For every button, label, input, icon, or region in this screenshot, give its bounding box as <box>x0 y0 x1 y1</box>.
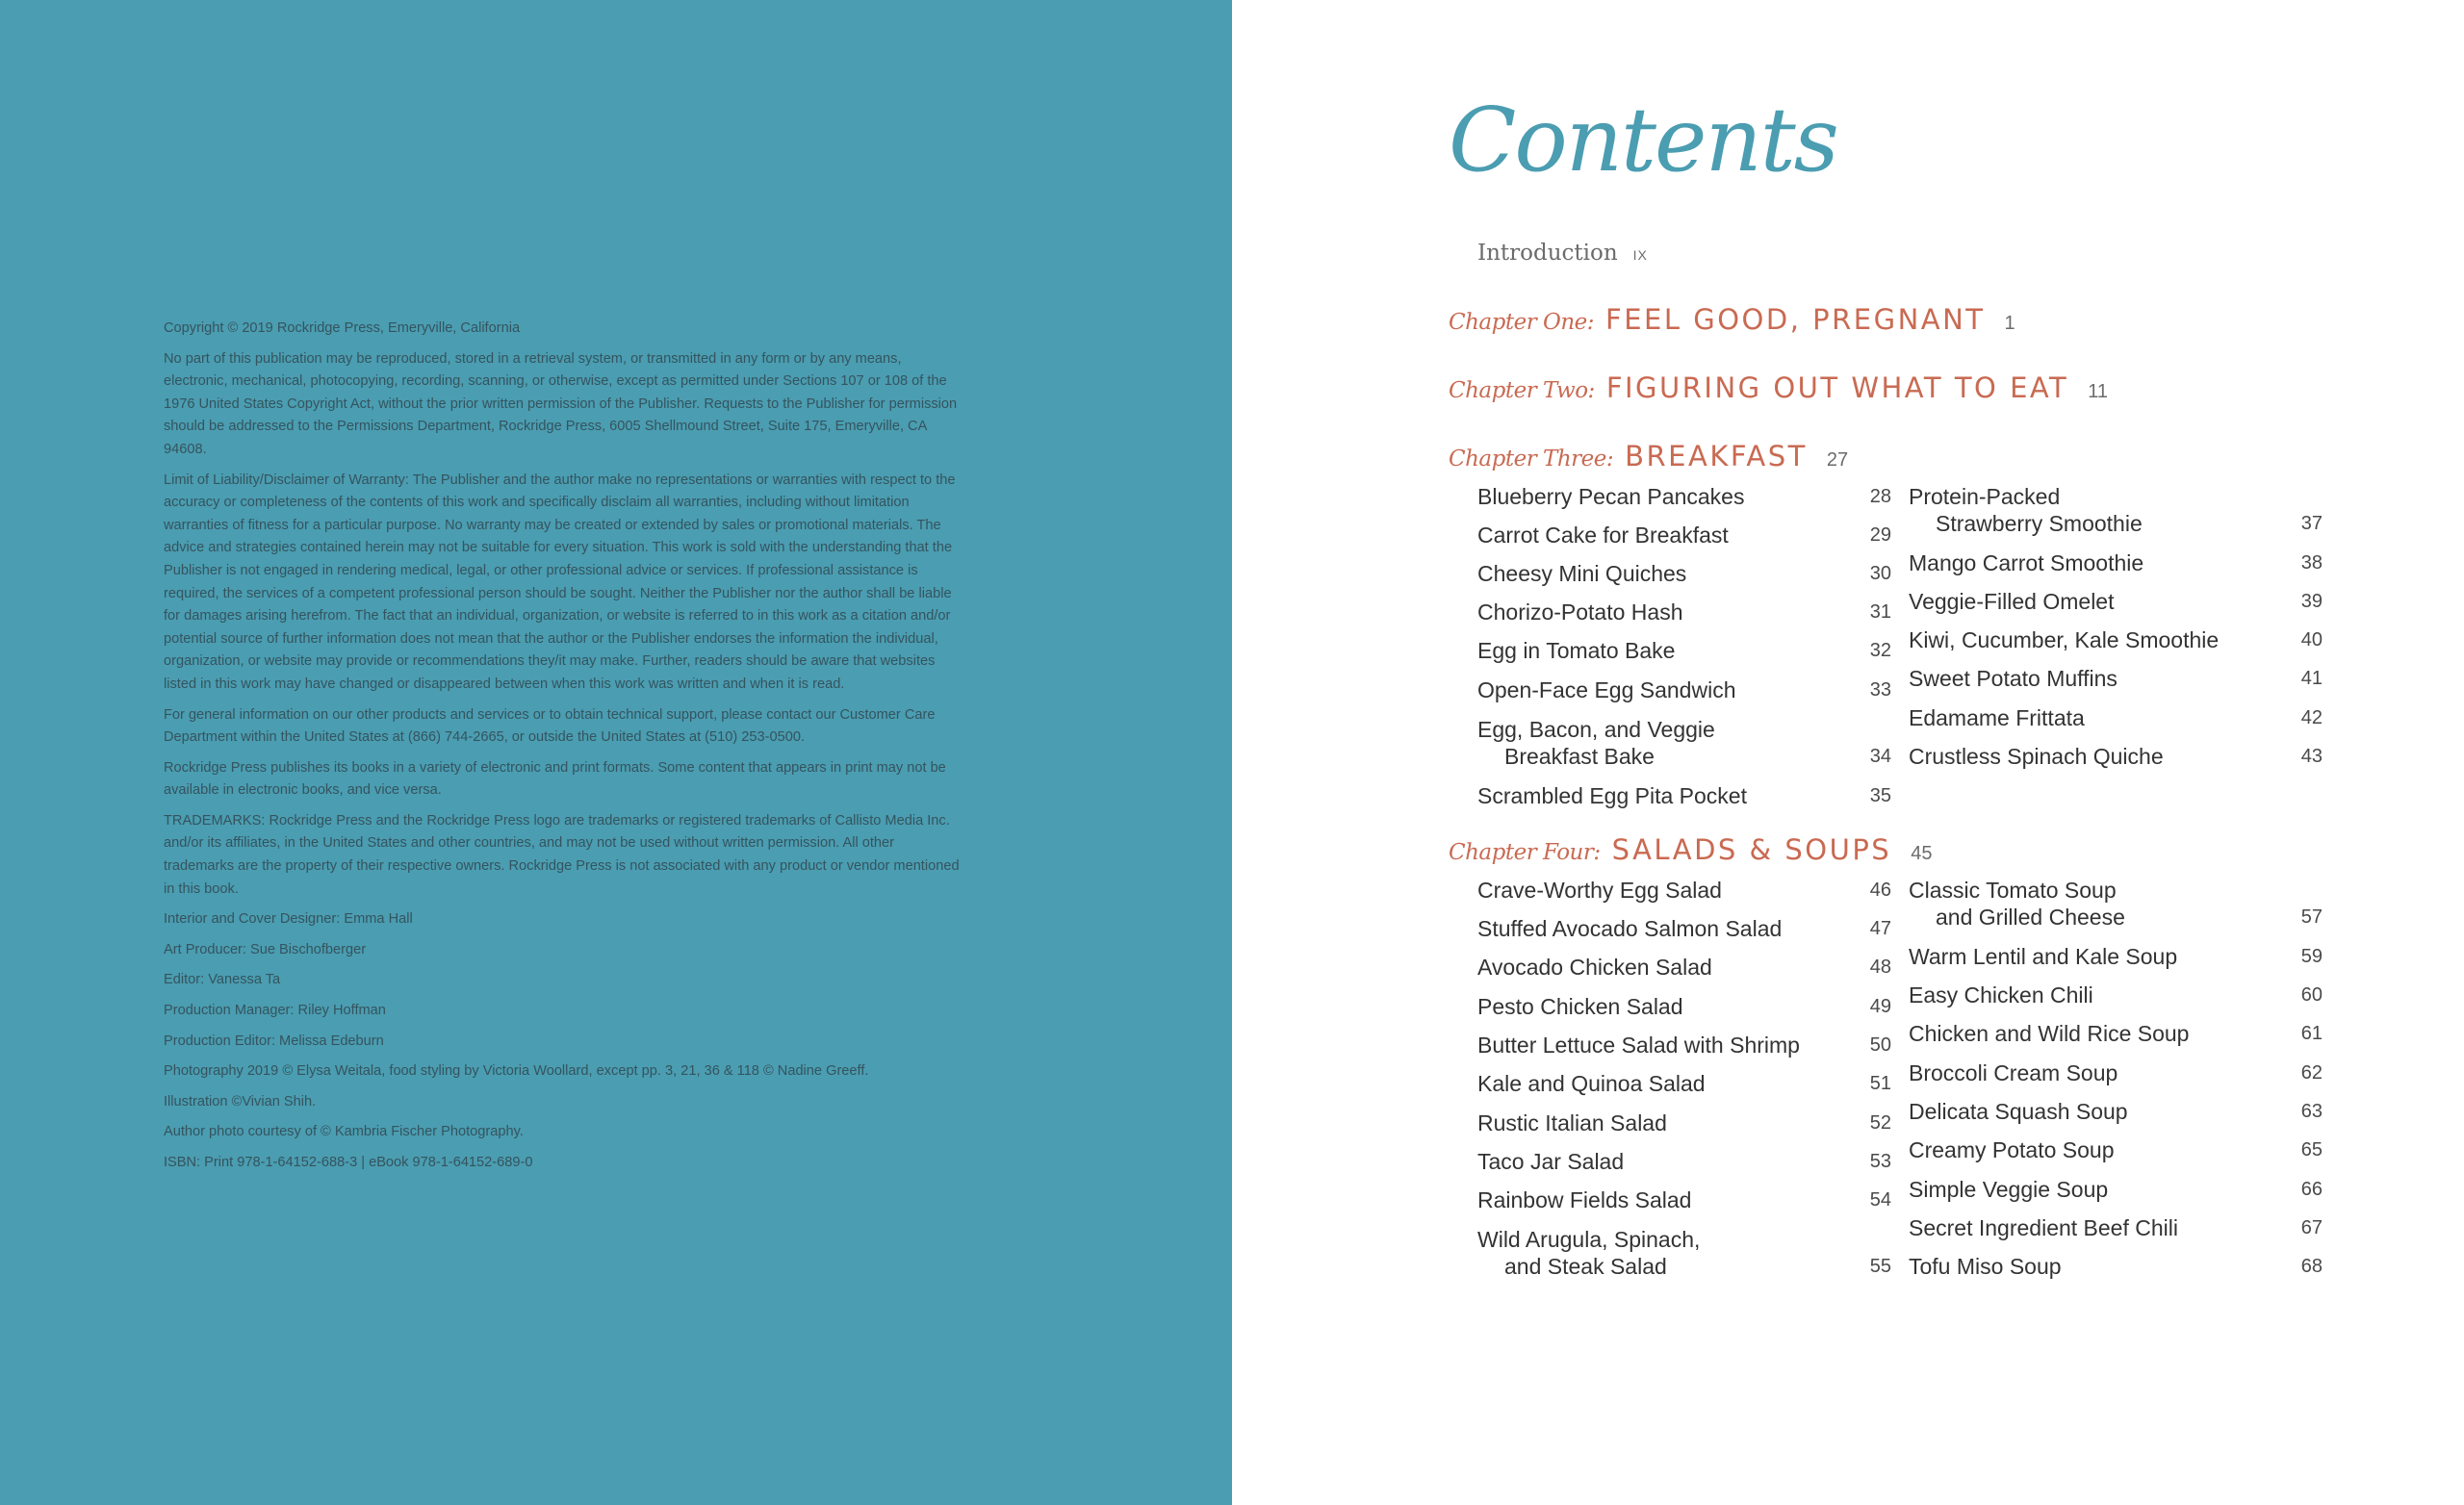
entry-page: 67 <box>2300 1217 2323 1238</box>
toc-entry[interactable] <box>1909 549 2323 576</box>
toc-entry[interactable] <box>1477 599 1891 625</box>
chapter-page: 45 <box>1911 843 1933 864</box>
toc-entry[interactable] <box>1909 1136 2323 1163</box>
entry-name: Wild Arugula, Spinach, <box>1477 1227 1701 1252</box>
entry-page: 65 <box>2300 1139 2323 1161</box>
entry-name: Protein-Packed <box>1909 484 2061 509</box>
toc-entry[interactable] <box>1477 993 1891 1020</box>
entry-name: Open-Face Egg Sandwich <box>1477 677 1736 702</box>
chapter-page: 11 <box>2088 381 2108 402</box>
entry-name: Warm Lentil and Kale Soup <box>1909 944 2178 969</box>
entry-page: 42 <box>2300 707 2323 728</box>
entry-page: 35 <box>1869 785 1891 806</box>
entry-page: 41 <box>2300 668 2323 689</box>
credit-art-producer: Art Producer: Sue Bischofberger <box>164 941 367 957</box>
chapter-title: FEEL GOOD, PREGNANT <box>1605 303 1986 336</box>
toc-entry[interactable] <box>1909 982 2323 1008</box>
entry-page: 51 <box>1869 1073 1891 1094</box>
toc-introduction[interactable] <box>1477 241 1648 266</box>
entry-name-continued: and Grilled Cheese <box>1936 905 2125 930</box>
introduction-page: IX <box>1632 247 1648 263</box>
entry-name-continued: Strawberry Smoothie <box>1936 511 2143 536</box>
rights-paragraph: No part of this publication may be reproduced, stored in a retrieval system, or transmitted in any form or by any means, electronic, mechanical, photocopying, recording, scanning, or otherwise, except as permitted under Sections 107 or 108 of the 1976 United States Copyright Act, without the prior written permission of the Publisher. Requests to the Publisher for permission should be addressed to the Permissions Department, Rockridge Press, 6005 Shellmound Street, Suite 175, Emeryville, CA 94608. <box>164 350 958 457</box>
credit-production-editor: Production Editor: Melissa Edeburn <box>164 1033 384 1049</box>
entry-page: 68 <box>2300 1256 2323 1277</box>
chapter-title: FIGURING OUT WHAT TO EAT <box>1605 371 2069 404</box>
entry-page: 66 <box>2300 1179 2323 1200</box>
chapter-three-heading[interactable] <box>1449 440 1848 472</box>
entry-page: 47 <box>1869 918 1891 939</box>
entry-page: 48 <box>1869 957 1891 978</box>
toc-entry[interactable] <box>1477 716 1891 770</box>
toc-entry[interactable] <box>1909 665 2323 692</box>
toc-entry[interactable] <box>1909 1098 2323 1125</box>
entry-name: Mango Carrot Smoothie <box>1909 550 2144 575</box>
toc-entry[interactable] <box>1477 915 1891 942</box>
entry-page: 43 <box>2300 746 2323 767</box>
toc-entry[interactable] <box>1477 1070 1891 1097</box>
disclaimer-paragraph: Limit of Liability/Disclaimer of Warranty: The Publisher and the author make no representations or warranties with respect to the accuracy or completeness of the contents of this work and specifically disclaim all warranties, including without limitation warranties of fitness for a particular purpose. No warranty may be created or extended by sales or promotional materials. The advice and strategies contained herein may not be suitable for every situation. This work is sold with the understanding that the Publisher is not engaged in rendering medical, legal, or other professional advice or services. If professional assistance is required, the services of a competent professional person should be sought. Neither the Publisher nor the author shall be liable for damages arising herefrom. The fact that an individual, organization, or website is referred to in this work as a citation and/or potential source of further information does not mean that the author or the Publisher endorses the information the individual, organization, or website may provide or recommendations they/it may make. Further, readers should be aware that websites listed in this work may have changed or disappeared between when this work was written and when it is read. <box>164 472 956 692</box>
toc-entry[interactable] <box>1909 1059 2323 1086</box>
entry-name: Taco Jar Salad <box>1477 1149 1625 1174</box>
toc-entry[interactable] <box>1909 626 2323 653</box>
credit-designer: Interior and Cover Designer: Emma Hall <box>164 911 413 928</box>
toc-entry[interactable] <box>1477 676 1891 703</box>
entry-page: 28 <box>1869 486 1891 507</box>
entry-name: Chorizo-Potato Hash <box>1477 599 1683 625</box>
credit-production-manager: Production Manager: Riley Hoffman <box>164 1003 386 1019</box>
toc-entry[interactable] <box>1477 1148 1891 1175</box>
entry-page: 63 <box>2300 1101 2323 1122</box>
trademarks-paragraph: TRADEMARKS: Rockridge Press and the Rockridge Press logo are trademarks or registered trademarks of Callisto Media Inc. and/or its affiliates, in the United States and other countries, and may not be used without written permission. All other trademarks are the property of their respective owners. Rockridge Press is not associated with any product or vendor mentioned in this book. <box>164 812 960 897</box>
entry-name: Carrot Cake for Breakfast <box>1477 523 1729 548</box>
copyright-line: Copyright © 2019 Rockridge Press, Emeryville, California <box>164 320 521 336</box>
entry-name-continued: and Steak Salad <box>1504 1254 1667 1279</box>
toc-entry[interactable] <box>1909 588 2323 615</box>
chapter-one-heading[interactable] <box>1449 303 2015 336</box>
toc-entry[interactable] <box>1477 877 1891 904</box>
toc-entry[interactable] <box>1477 1186 1891 1213</box>
entry-name: Cheesy Mini Quiches <box>1477 561 1687 586</box>
chapter-label: Chapter Four: <box>1449 840 1601 865</box>
entry-name: Rainbow Fields Salad <box>1477 1187 1692 1212</box>
chapter-label: Chapter Three: <box>1449 446 1614 472</box>
chapter-title: BREAKFAST <box>1625 440 1808 472</box>
entry-page: 49 <box>1869 996 1891 1017</box>
entry-page: 62 <box>2300 1062 2323 1084</box>
entry-name: Easy Chicken Chili <box>1909 982 2093 1008</box>
credit-author-photo: Author photo courtesy of © Kambria Fischer Photography. <box>164 1124 524 1140</box>
entry-page: 29 <box>1869 524 1891 546</box>
entry-name: Kiwi, Cucumber, Kale Smoothie <box>1909 627 2220 652</box>
entry-name: Scrambled Egg Pita Pocket <box>1477 783 1747 808</box>
formats-paragraph: Rockridge Press publishes its books in a variety of electronic and print formats. Some content that appears in print may not be available in electronic books, and vice versa. <box>164 759 946 799</box>
chapter-two-heading[interactable] <box>1449 371 2108 404</box>
chapter-title: SALADS & SOUPS <box>1611 833 1892 866</box>
entry-page: 54 <box>1869 1189 1891 1211</box>
introduction-label: Introduction <box>1477 241 1618 266</box>
toc-entry[interactable] <box>1477 483 1891 510</box>
chapter-page: 1 <box>2004 313 2015 334</box>
toc-entry[interactable] <box>1477 1226 1891 1280</box>
toc-entry[interactable] <box>1909 877 2323 931</box>
isbn-line: ISBN: Print 978-1-64152-688-3 | eBook 978-1-64152-689-0 <box>164 1155 533 1170</box>
entry-name: Sweet Potato Muffins <box>1909 666 2118 691</box>
chapter-label: Chapter Two: <box>1449 378 1595 403</box>
entry-page: 60 <box>2300 984 2323 1006</box>
chapter-page: 27 <box>1826 449 1849 471</box>
credit-editor: Editor: Vanessa Ta <box>164 972 281 988</box>
entry-name: Egg, Bacon, and Veggie <box>1477 717 1715 742</box>
entry-page: 40 <box>2300 629 2323 650</box>
toc-entry[interactable] <box>1477 1110 1891 1136</box>
entry-name: Veggie-Filled Omelet <box>1909 589 2115 614</box>
copyright-block <box>164 318 962 1183</box>
entry-name: Tofu Miso Soup <box>1909 1254 2062 1279</box>
entry-name: Avocado Chicken Salad <box>1477 955 1712 980</box>
entry-name: Creamy Potato Soup <box>1909 1137 2115 1162</box>
toc-entry[interactable] <box>1909 943 2323 970</box>
entry-name: Butter Lettuce Salad with Shrimp <box>1477 1033 1800 1058</box>
toc-entry[interactable] <box>1909 704 2323 731</box>
entry-page: 37 <box>2300 513 2323 534</box>
credit-illustration: Illustration ©Vivian Shih. <box>164 1093 317 1110</box>
entry-name: Pesto Chicken Salad <box>1477 994 1683 1019</box>
entry-page: 33 <box>1869 679 1891 701</box>
contact-paragraph: For general information on our other products and services or to obtain technical support, please contact our Customer Care Department within the United States at (866) 744-2665, or outside the United States at (510) 253-0500. <box>164 706 936 746</box>
toc-entry[interactable] <box>1909 1253 2323 1280</box>
entry-name-continued: Breakfast Bake <box>1504 744 1655 769</box>
entry-page: 52 <box>1869 1112 1891 1134</box>
toc-entry[interactable] <box>1477 522 1891 548</box>
toc-entry[interactable] <box>1909 1020 2323 1047</box>
contents-page <box>1232 0 2464 1505</box>
entry-page: 55 <box>1869 1256 1891 1277</box>
entry-page: 50 <box>1869 1034 1891 1056</box>
entry-name: Delicata Squash Soup <box>1909 1099 2128 1124</box>
entry-name: Chicken and Wild Rice Soup <box>1909 1021 2190 1046</box>
entry-page: 46 <box>1869 880 1891 901</box>
entry-page: 53 <box>1869 1151 1891 1172</box>
entry-page: 59 <box>2300 946 2323 967</box>
entry-name: Rustic Italian Salad <box>1477 1110 1667 1135</box>
toc-entry[interactable] <box>1909 743 2323 770</box>
entry-page: 38 <box>2300 552 2323 574</box>
credit-photography: Photography 2019 © Elysa Weitala, food styling by Victoria Woollard, except pp. 3, 21, 36 & 118 © Nadine Greeff. <box>164 1063 869 1080</box>
toc-entry[interactable] <box>1477 560 1891 587</box>
entry-name: Classic Tomato Soup <box>1909 878 2117 903</box>
entry-name: Egg in Tomato Bake <box>1477 638 1676 663</box>
entry-page: 61 <box>2300 1023 2323 1044</box>
entry-page: 31 <box>1869 601 1891 623</box>
toc-entry[interactable] <box>1477 1032 1891 1059</box>
entry-page: 30 <box>1869 563 1891 584</box>
entry-page: 57 <box>2300 906 2323 928</box>
entry-name: Blueberry Pecan Pancakes <box>1477 484 1745 509</box>
entry-name: Crave-Worthy Egg Salad <box>1477 878 1722 903</box>
entry-name: Edamame Frittata <box>1909 705 2085 730</box>
toc-entry[interactable] <box>1909 1214 2323 1241</box>
contents-title: Contents <box>1449 89 1837 191</box>
entry-page: 32 <box>1869 640 1891 661</box>
entry-page: 39 <box>2300 591 2323 612</box>
entry-name: Kale and Quinoa Salad <box>1477 1071 1706 1096</box>
entry-page: 34 <box>1869 746 1891 767</box>
entry-name: Simple Veggie Soup <box>1909 1177 2109 1202</box>
toc-entry[interactable] <box>1477 782 1891 809</box>
toc-entry[interactable] <box>1477 954 1891 981</box>
toc-entry[interactable] <box>1909 1176 2323 1203</box>
chapter-four-heading[interactable] <box>1449 833 1932 866</box>
entry-name: Secret Ingredient Beef Chili <box>1909 1215 2178 1240</box>
toc-entry[interactable] <box>1909 483 2323 537</box>
entry-name: Crustless Spinach Quiche <box>1909 744 2164 769</box>
entry-name: Broccoli Cream Soup <box>1909 1060 2118 1085</box>
toc-entry[interactable] <box>1477 637 1891 664</box>
entry-name: Stuffed Avocado Salmon Salad <box>1477 916 1783 941</box>
chapter-label: Chapter One: <box>1449 310 1595 335</box>
